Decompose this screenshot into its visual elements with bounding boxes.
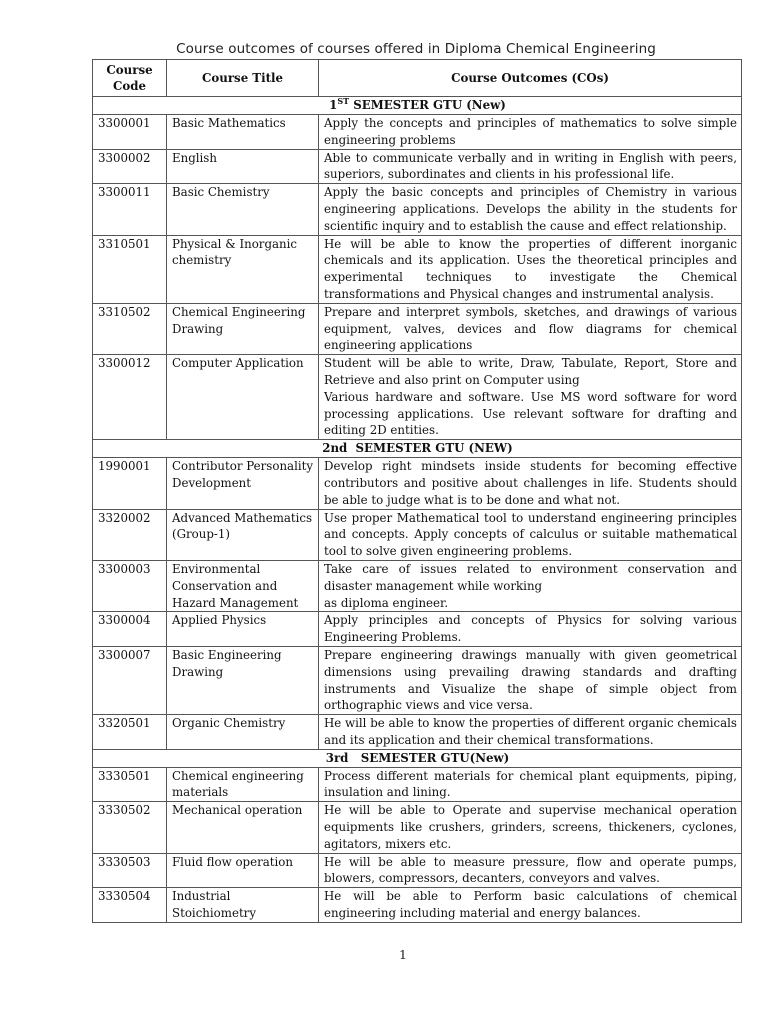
course-outcome-text: Apply the basic concepts and principles of Chemistry in various engineering applications. Develops the ability in the students for scientific inquiry and to establish the cause and effect relationship. bbox=[324, 185, 737, 233]
semester-header-row bbox=[93, 749, 742, 767]
course-title: Industrial Stoichiometry bbox=[167, 888, 319, 923]
course-outcome bbox=[319, 115, 742, 150]
course-title: English bbox=[167, 149, 319, 184]
course-title: Basic Mathematics bbox=[167, 115, 319, 150]
course-outcome-text: Able to communicate verbally and in writing in English with peers, superiors, subordinates and clients in his professional life. bbox=[324, 150, 737, 182]
course-outcome-text: He will be able to Operate and supervise mechanical operation equipments like crushers, grinders, screens, thickeners, cyclones, agitators, mixers etc. bbox=[324, 803, 737, 851]
course-outcome-text-continued: as diploma engineer. bbox=[324, 595, 449, 610]
course-code: 3320002 bbox=[93, 509, 167, 560]
header-course-outcomes: Course Outcomes (COs) bbox=[319, 60, 742, 97]
course-title: Physical & Inorganic chemistry bbox=[167, 235, 319, 303]
course-code: 3300007 bbox=[93, 646, 167, 714]
course-outcome bbox=[319, 509, 742, 560]
table-row bbox=[93, 612, 742, 647]
course-outcome-text-continued: Various hardware and software. Use MS word software for word processing applications. Use relevant software for drafting and editing 2D entities. bbox=[324, 389, 737, 438]
course-title: Chemical Engineering Drawing bbox=[167, 303, 319, 354]
course-code: 3300011 bbox=[93, 184, 167, 235]
table-row bbox=[93, 235, 742, 303]
course-outcome-text: Use proper Mathematical tool to understand engineering principles and concepts. Apply concepts of calculus or suitable mathematical tool to solve given engineering problems. bbox=[324, 510, 737, 559]
course-title: Mechanical operation bbox=[167, 802, 319, 853]
course-outcome bbox=[319, 184, 742, 235]
semester-ordinal: 3rd bbox=[325, 750, 349, 765]
table-row bbox=[93, 560, 742, 611]
course-outcome bbox=[319, 303, 742, 354]
course-outcome bbox=[319, 853, 742, 888]
course-outcome bbox=[319, 888, 742, 923]
course-code: 3310502 bbox=[93, 303, 167, 354]
course-code: 3330503 bbox=[93, 853, 167, 888]
course-outcome bbox=[319, 560, 742, 611]
course-code: 3310501 bbox=[93, 235, 167, 303]
course-code: 3300003 bbox=[93, 560, 167, 611]
course-outcome-text: Apply principles and concepts of Physics for solving various Engineering Problems. bbox=[324, 613, 737, 645]
course-outcome bbox=[319, 235, 742, 303]
course-code: 3300001 bbox=[93, 115, 167, 150]
course-outcome-text: He will be able to measure pressure, flow and operate pumps, blowers, compressors, decanters, conveyors and valves. bbox=[324, 854, 737, 886]
table-row bbox=[93, 355, 742, 440]
semester-header bbox=[93, 749, 742, 767]
course-outcome-text: Prepare and interpret symbols, sketches, and drawings of various equipment, valves, devices and flow diagrams for chemical engineering applications bbox=[324, 304, 737, 353]
table-row bbox=[93, 458, 742, 509]
semester-label: SEMESTER GTU (NEW) bbox=[347, 441, 513, 456]
header-course-code: Course Code bbox=[93, 60, 167, 97]
semester-header-row bbox=[93, 440, 742, 458]
table-row bbox=[93, 149, 742, 184]
table-row bbox=[93, 303, 742, 354]
table-row bbox=[93, 184, 742, 235]
course-outcome bbox=[319, 355, 742, 440]
course-code: 3330501 bbox=[93, 767, 167, 802]
course-code: 3300002 bbox=[93, 149, 167, 184]
course-title: Basic Chemistry bbox=[167, 184, 319, 235]
semester-ordinal: 2nd bbox=[322, 441, 348, 456]
course-outcome bbox=[319, 715, 742, 750]
semester-header-row bbox=[93, 97, 742, 115]
course-outcome bbox=[319, 646, 742, 714]
course-title: Organic Chemistry bbox=[167, 715, 319, 750]
table-row bbox=[93, 115, 742, 150]
table-row bbox=[93, 888, 742, 923]
semester-label: SEMESTER GTU (New) bbox=[349, 98, 506, 112]
semester-ordinal-suffix: ST bbox=[337, 96, 350, 107]
course-code: 3320501 bbox=[93, 715, 167, 750]
course-title: Chemical engineering materials bbox=[167, 767, 319, 802]
document-title: Course outcomes of courses offered in Diploma Chemical Engineering bbox=[176, 41, 656, 57]
course-outcome bbox=[319, 767, 742, 802]
semester-ordinal: 1 bbox=[329, 98, 338, 112]
course-outcome-text: He will be able to know the properties of different inorganic chemicals and its application. Uses the theoretical principles and experimental techniques to investigate the Chemical transformations and Physical changes and instrumental analysis. bbox=[324, 236, 737, 301]
semester-header bbox=[93, 97, 742, 115]
table-row bbox=[93, 853, 742, 888]
table-body bbox=[93, 97, 742, 923]
course-outcome-text: Process different materials for chemical plant equipments, piping, insulation and lining. bbox=[324, 768, 737, 800]
course-title: Basic Engineering Drawing bbox=[167, 646, 319, 714]
course-code: 1990001 bbox=[93, 458, 167, 509]
course-title: Computer Application bbox=[167, 355, 319, 440]
course-outcome-text: Prepare engineering drawings manually with given geometrical dimensions using prevailing drawing standards and drafting instruments and Visualize the shape of simple object from orthographic views and vice versa. bbox=[324, 647, 737, 713]
table-header-row bbox=[93, 60, 742, 97]
page-number: 1 bbox=[399, 947, 407, 962]
course-code: 3300012 bbox=[93, 355, 167, 440]
course-code: 3330504 bbox=[93, 888, 167, 923]
course-title: Fluid flow operation bbox=[167, 853, 319, 888]
course-outcome-text: He will be able to know the properties of different organic chemicals and its application and their chemical transformations. bbox=[324, 716, 737, 747]
course-code: 3330502 bbox=[93, 802, 167, 853]
table-row bbox=[93, 715, 742, 750]
table-row bbox=[93, 509, 742, 560]
course-code: 3300004 bbox=[93, 612, 167, 647]
course-outcome-text: He will be able to Perform basic calculations of chemical engineering including material and energy balances. bbox=[324, 889, 737, 921]
course-title: Applied Physics bbox=[167, 612, 319, 647]
semester-label: SEMESTER GTU(New) bbox=[348, 750, 510, 765]
course-outcome bbox=[319, 612, 742, 647]
course-outcome-text: Apply the concepts and principles of mathematics to solve simple engineering problems bbox=[324, 116, 737, 147]
course-title: Advanced Mathematics (Group-1) bbox=[167, 509, 319, 560]
course-outcome-text: Take care of issues related to environment conservation and disaster management while working bbox=[324, 561, 737, 593]
course-outcomes-table bbox=[92, 59, 742, 923]
table-row bbox=[93, 767, 742, 802]
course-title: Contributor Personality Development bbox=[167, 458, 319, 509]
course-outcome bbox=[319, 149, 742, 184]
course-outcome-text: Develop right mindsets inside students for becoming effective contributors and positive about challenges in life. Students should be able to judge what is to be done and what not. bbox=[324, 459, 737, 507]
course-outcome bbox=[319, 802, 742, 853]
course-outcome bbox=[319, 458, 742, 509]
table-row bbox=[93, 646, 742, 714]
course-title: Environmental Conservation and Hazard Management bbox=[167, 560, 319, 611]
course-outcome-text: Student will be able to write, Draw, Tabulate, Report, Store and Retrieve and also print on Computer using bbox=[324, 356, 737, 387]
semester-header bbox=[93, 440, 742, 458]
table-row bbox=[93, 802, 742, 853]
header-course-title: Course Title bbox=[167, 60, 319, 97]
